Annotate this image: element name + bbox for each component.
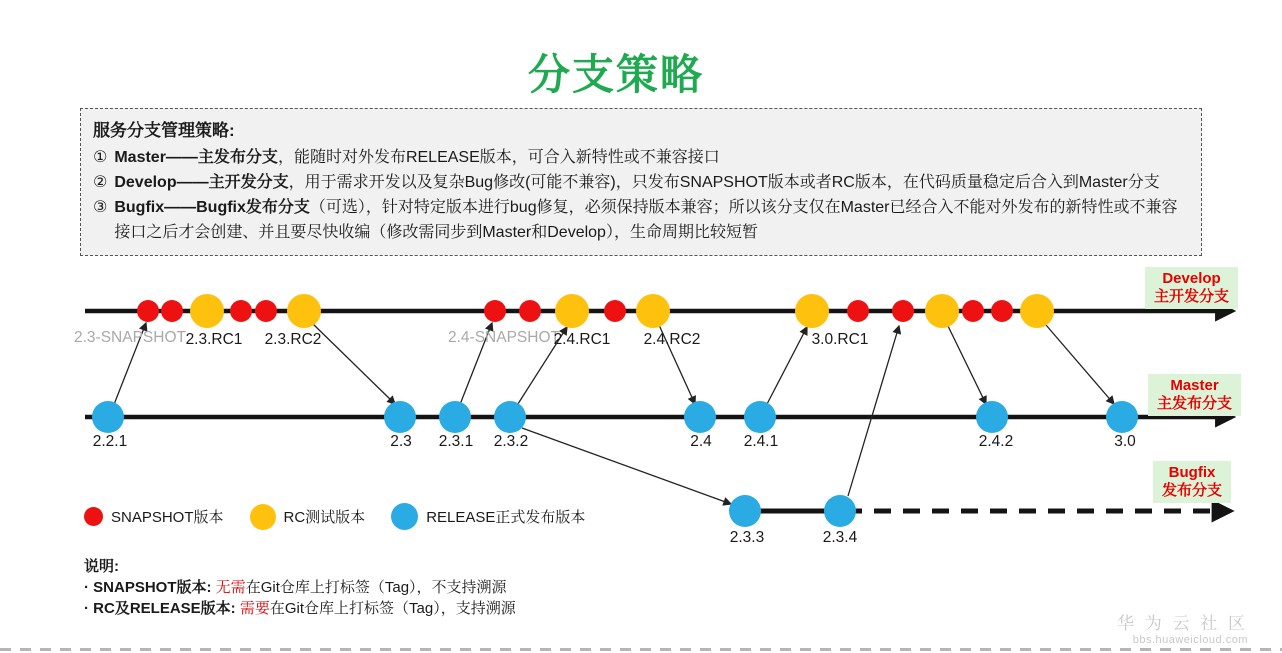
snapshot-dot-icon xyxy=(84,507,103,526)
commit-dot-release xyxy=(1106,401,1138,433)
branch-tag-en: Develop xyxy=(1162,270,1221,287)
commit-dot-rc xyxy=(925,294,959,328)
item-text: Master——主发布分支，能随时对外发布RELEASE版本，可合入新特性或不兼容接口 xyxy=(114,149,720,166)
item-text: Develop——主开发分支，用于需求开发以及复杂Bug修改(可能不兼容)，只发布SNAPSHOT版本或者RC版本，在代码质量稳定后合入到Master分支 xyxy=(114,174,1160,191)
branch-tag-zh: 主发布分支 xyxy=(1157,395,1233,412)
version-label: 2.4.RC1 xyxy=(553,331,611,348)
notes xyxy=(84,556,516,619)
merge-arrow xyxy=(312,323,395,404)
version-label: 3.0.RC1 xyxy=(811,331,869,348)
commit-dot-snapshot xyxy=(604,300,626,322)
commit-dot-rc xyxy=(287,294,321,328)
strategy-heading: 服务分支管理策略: xyxy=(93,121,235,140)
branch-tag-en: Master xyxy=(1170,377,1219,394)
item-number: ② xyxy=(93,174,108,191)
version-label: 2.3.4 xyxy=(822,529,858,546)
commit-dot-snapshot xyxy=(484,300,506,322)
merge-arrow xyxy=(766,327,807,406)
version-label: 2.3.RC2 xyxy=(264,331,322,348)
legend-label: SNAPSHOT版本 xyxy=(111,509,224,526)
version-label: 2.4-SNAPSHOT xyxy=(448,329,560,346)
commit-dot-release xyxy=(824,495,856,527)
version-label: 2.3.3 xyxy=(729,529,765,546)
version-label: 2.4.2 xyxy=(978,433,1014,450)
commit-dot-release xyxy=(976,401,1008,433)
commit-dot-release xyxy=(92,401,124,433)
commit-dot-rc xyxy=(795,294,829,328)
version-label: 2.4 xyxy=(690,433,712,450)
commit-dot-snapshot xyxy=(962,300,984,322)
item-number: ③ xyxy=(93,199,108,216)
commit-dot-snapshot xyxy=(847,300,869,322)
commit-dot-snapshot xyxy=(991,300,1013,322)
item-number: ① xyxy=(93,149,108,166)
commit-dot-rc xyxy=(1020,294,1054,328)
notes-heading: 说明: xyxy=(84,558,119,575)
version-label: 2.4.1 xyxy=(743,433,779,450)
legend-item-snapshot xyxy=(84,506,224,527)
branch-tag-zh: 发布分支 xyxy=(1162,482,1223,499)
commit-dot-release xyxy=(684,401,716,433)
version-label: 2.3-SNAPSHOT xyxy=(74,329,186,346)
rc-dot-icon xyxy=(250,504,276,530)
watermark-text: 华 为 云 社 区 xyxy=(1117,614,1248,633)
commit-dot-snapshot xyxy=(230,300,252,322)
legend-item-rc xyxy=(250,504,366,530)
legend-label: RELEASE正式发布版本 xyxy=(426,509,586,526)
legend-item-release xyxy=(391,503,585,530)
version-label: 2.2.1 xyxy=(92,433,128,450)
commit-dot-rc xyxy=(636,294,670,328)
commit-dot-release xyxy=(494,401,526,433)
branch-tag-zh: 主开发分支 xyxy=(1154,288,1230,305)
commit-dot-release xyxy=(439,401,471,433)
commit-dot-snapshot xyxy=(519,300,541,322)
branch-tag-master xyxy=(1148,374,1241,416)
item-text: Bugfix——Bugfix发布分支（可选），针对特定版本进行bug修复，必须保持版本兼容；所以该分支仅在Master已经合入不能对外发布的新特性或不兼容接口之后才会创建、并且要尽快收编（修改需同步到Master和Develop），生命周期比较短暂 xyxy=(114,199,1178,241)
version-label: 2.4.RC2 xyxy=(643,331,701,348)
watermark-url: bbs.huaweicloud.com xyxy=(1132,634,1248,646)
note-line-snapshot: · SNAPSHOT版本: 无需在Git仓库上打标签（Tag），不支持溯源 xyxy=(84,579,507,596)
bottom-dashed-divider xyxy=(0,648,1282,651)
version-label: 2.3 xyxy=(390,433,412,450)
commit-dot-release xyxy=(384,401,416,433)
merge-arrow xyxy=(848,326,899,496)
commit-dot-snapshot xyxy=(161,300,183,322)
commit-dot-release xyxy=(744,401,776,433)
version-label: 2.3.RC1 xyxy=(185,331,243,348)
release-dot-icon xyxy=(391,503,418,530)
merge-arrow xyxy=(948,326,986,404)
commit-dot-rc xyxy=(555,294,589,328)
branch-tag-bugfix xyxy=(1153,461,1231,503)
legend-label: RC测试版本 xyxy=(283,509,366,526)
commit-dot-snapshot xyxy=(892,300,914,322)
commit-dot-snapshot xyxy=(137,300,159,322)
page-title: 分支策略 xyxy=(527,51,704,99)
version-label: 3.0 xyxy=(1114,433,1136,450)
legend xyxy=(84,503,585,530)
branch-tag-en: Bugfix xyxy=(1168,464,1216,481)
commit-dot-rc xyxy=(190,294,224,328)
merge-arrow xyxy=(1046,325,1114,404)
commit-dot-release xyxy=(729,495,761,527)
note-line-rc-release: · RC及RELEASE版本: 需要在Git仓库上打标签（Tag），支持溯源 xyxy=(84,600,516,617)
version-label: 2.3.1 xyxy=(438,433,474,450)
version-label: 2.3.2 xyxy=(493,433,529,450)
watermark xyxy=(1117,609,1248,646)
branch-tag-develop xyxy=(1145,267,1238,309)
commit-dot-snapshot xyxy=(255,300,277,322)
